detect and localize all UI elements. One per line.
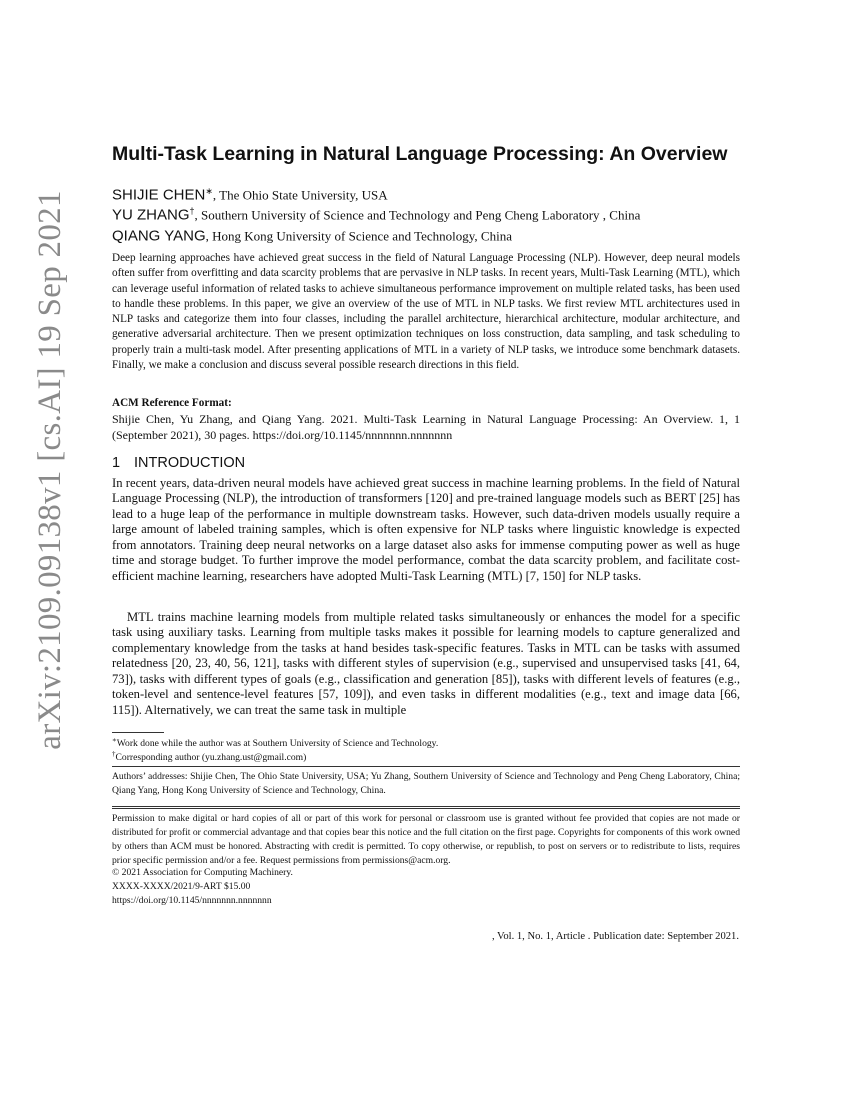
doi-link[interactable]: https://doi.org/10.1145/nnnnnnn.nnnnnnn <box>112 895 272 906</box>
body-paragraph: MTL trains machine learning models from multiple related tasks simultaneously or enhances the model for a specific task using auxiliary tasks. Learning from multiple tasks makes it possible for learning models to capture generalized and complementary knowledge from the tasks at hand besides task-specific features. Tasks in MTL can be tasks with assumed relatedness [20, 23, 40, 56, 121], tasks with different styles of supervision (e.g., supervised and unsupervised tasks [41, 64, 73]), tasks with different types of goals (e.g., classification and generation [85]), tasks with different levels of features (e.g., token-level and sentence-level features [57, 109]), and even tasks in different modalities (e.g., text and image data [66, 115]). Alternatively, we can treat the same task in multiple <box>112 610 740 717</box>
divider <box>112 808 740 809</box>
author-name: QIANG YANG <box>112 227 206 245</box>
page-footer: , Vol. 1, No. 1, Article . Publication date: September 2021. <box>491 931 739 942</box>
section-number: 1 <box>112 455 121 471</box>
footnote-rule <box>112 732 164 733</box>
acm-reference-text: Shijie Chen, Yu Zhang, and Qiang Yang. 2021. Multi-Task Learning in Natural Language Processing: An Overview. 1, 1 (September 2021), 30 pages. https://doi.org/10.1145/nnnnnnn.nnnnnnn <box>112 412 740 442</box>
author-affiliation: , Southern University of Science and Technology and Peng Cheng Laboratory , China <box>194 207 641 223</box>
author-affiliation: , Hong Kong University of Science and Technology, China <box>205 228 512 244</box>
body-paragraph: In recent years, data-driven neural models have achieved great success in machine learning problems. In the field of Natural Language Processing (NLP), the introduction of transformers [120] and pre-trained language models such as BERT [25] has lead to a huge leap of the performance in multiple downstream tasks. However, such data-driven models usually require a large amount of labeled training samples, which is often expensive for NLP tasks where linguistic knowledge is expected from annotators. Training deep neural networks on a large dataset also asks for immense computing power as well as huge time and storage budget. To further improve the model performance, combat the data scarcity problem, and facilitate cost-efficient machine learning, researchers have adopted Multi-Task Learning (MTL) [7, 150] for NLP tasks. <box>112 476 740 583</box>
footnote-text: Work done while the author was at Southern University of Science and Technology. <box>116 738 439 750</box>
divider <box>112 806 740 807</box>
footnote-text: Corresponding author (yu.zhang.ust@gmail.com) <box>115 752 307 764</box>
divider <box>112 766 740 767</box>
footnote-mark: † <box>112 750 116 758</box>
permission-notice: Permission to make digital or hard copies of all or part of this work for personal or classroom use is granted without fee provided that copies are not made or distributed for profit or commercial advantage and that copies bear this notice and the full citation on the first page. Copyrights for components of this work owned by others than ACM must be honored. Abstracting with credit is permitted. To copy otherwise, or republish, to post on servers or to redistribute to lists, requires prior specific permission and/or a fee. Request permissions from permissions@acm.org. <box>112 813 740 866</box>
issn: XXXX-XXXX/2021/9-ART $15.00 <box>112 881 251 892</box>
footnote <box>112 736 438 749</box>
author-name: SHIJIE CHEN <box>112 186 206 204</box>
copyright: © 2021 Association for Computing Machinery. <box>112 867 293 878</box>
author-mark: ∗ <box>205 186 213 196</box>
arxiv-stamp: arXiv:2109.09138v1 [cs.AI] 19 Sep 2021 <box>32 190 68 750</box>
author-mark: † <box>189 206 195 216</box>
author-affiliation: , The Ohio State University, USA <box>212 187 388 203</box>
abstract: Deep learning approaches have achieved great success in the field of Natural Language Processing (NLP). However, deep neural models often suffer from overfitting and data scarcity problems that are pervasive in NLP tasks. In recent years, Multi-Task Learning (MTL), which can leverage useful information of related tasks to achieve simultaneous performance improvement on multiple related tasks, has been used to handle these problems. In this paper, we give an overview of the use of MTL in NLP tasks. We first review MTL architectures used in NLP tasks and categorize them into four classes, including the parallel architecture, hierarchical architecture, modular architecture, and generative adversarial architecture. Then we present optimization techniques on loss construction, data sampling, and task scheduling to properly train a multi-task model. After presenting applications of MTL in a variety of NLP tasks, we introduce some benchmark datasets. Finally, we make a conclusion and discuss several possible research directions in this field. <box>112 252 740 372</box>
section-heading <box>112 455 245 471</box>
footnote-mark: ∗ <box>112 736 117 744</box>
section-title: INTRODUCTION <box>134 455 246 471</box>
author-name: YU ZHANG <box>112 206 190 224</box>
authors-addresses: Authors’ addresses: Shijie Chen, The Ohio State University, USA; Yu Zhang, Southern University of Science and Technology and Peng Cheng Laboratory, China; Qiang Yang, Hong Kong University of Science and Technology, China. <box>112 771 740 797</box>
author-line <box>112 227 512 244</box>
acm-reference-heading: ACM Reference Format: <box>112 397 232 409</box>
paper-title: Multi-Task Learning in Natural Language Processing: An Overview <box>112 143 728 165</box>
author-line <box>112 206 640 223</box>
author-line <box>112 186 388 203</box>
footnote <box>112 750 306 763</box>
